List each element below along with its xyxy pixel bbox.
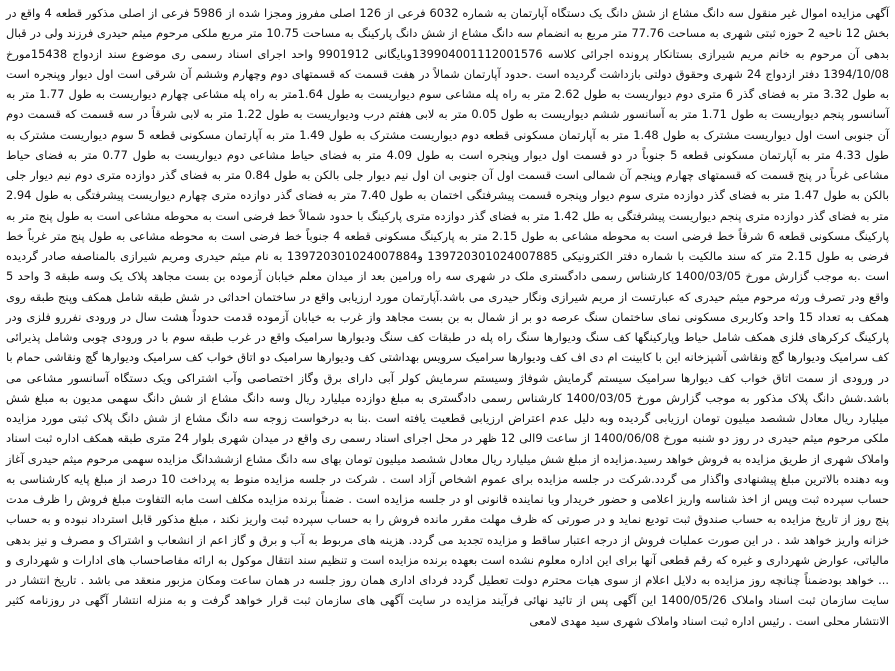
auction-notice-text: آگهی مزایده اموال غیر منقول سه دانگ مشاع از شش دانگ یک دستگاه آپارتمان به شماره 6032 فرعی از 126 اصلی مفروز ومجزا شده از 5986 فرعی از اصلی مذکور قطعه 4 واقع در بخش 12 ناحیه 2 حوزه ثبتی شهری به مساحت 77.76 متر مربع به انضمام سه دانگ مشاع از شش دانگ پارکینگ به مساحت 10.75 متر مربع ملکی مرحوم میثم حیدری فرزند ولی در قبال بدهی آن مرحوم به خانم مریم شیرازی بستانکار پرونده اجرائی کلاسه 139904001112001576وبایگانی 9901912 واحد اجرای اسناد رسمی ری موضوع سند ازدواج 15438مورخ 1394/10/08 دفتر ازدواج 24 شهری وحقوق دولتی بازداشت گردیده است .حدود آپارتمان شمالاً در هفت قسمت که قسمتهای دوم وچهارم وششم آن شرقی است اول دیوار وپنجره است به طول 3.32 متر به فضای گذر 6 متری دوم دیواریست به طول 2.62 متر به راه پله مشاعی سوم دیواریست به طول 1.64متر به راه پله مشاعی چهارم دیواریست به طول 1.77 متر به آسانسور پنجم دیواریست به طول 1.71 متر به آسانسور ششم دیواریست به طول 0.05 متر به لابی هفتم درب ودیواریست به طول 1.22 متر به لابی شرقاً در سه قسمت که قسمت دوم آن جنوبی است اول دیواریست مشترک به طول 1.48 متر به آپارتمان مسکونی قطعه دوم دیواریست مشترک به طول 1.49 متر به آپارتمان مسکونی قطعه 5 سوم دیواریست مشترک به طول 4.33 متر به آپارتمان مسکونی قطعه 5 جنوباً در دو قسمت اول دیوار وپنجره است به طول 4.09 متر به فضای حیاط مشاعی دوم دیواریست به طول 0.77 متر به فضای حیاط مشاعی غرباً در پنج قسمت که قسمتهای چهارم وپنجم آن شمالی است قسمت اول آن جنوبی ان اول نیم دیوار جلی بالکن به طول 0.84 متر به فضای گذر دوازده متری دوم نیم دیوار جلی بالکن به طول 1.47 متر به فضای گذر دوازده متری سوم دیوار وپنجره قسمت پیشرفتگی اختمان به طول 7.40 متر به فضای گذر دوازده متری چهارم دیواریست پیشرفتگی به طول 2.94 متر به فضای گذر دوازده متری پنجم دیواریست پیشرفتگی به طل 1.42 متر به فضای گذر دوازده متری پارکینگ با حدود شمالاً خط فرضی است به محوطه مشاعی است به طول پنج متر به پارکینگ مسکونی قطعه 6 شرقاً خط فرضی است به محوطه مشاعی به طول 2.15 متر به پارکینگ مسکونی قطعه 4 جنوباً خط فرضی است به محوطه مشاعی به طول پنج متر غرباً خط فرضی به طول 2.15 متر که سند مالکیت با شماره دفتر الکترونیکی 139720301024007885 و139720301024007884 به نام میثم حیدری ومریم شیرازی بالمناصفه صادر گردیده است .به موجب گزارش مورخ 1400/03/05 کارشناس رسمی دادگستری ملک در شهری سه راه ورامین بعد از میدان معلم خیابان آزموده بن بست مجاهد پلاک یک وسه طبقه 3 واحد 5 واقع ودر تصرف ورثه مرحوم میثم حیدری که عبارتست از مریم شیرازی ونگار حیدری می باشد.آپارتمان مورد ارزیابی واقع در ساختمان احداثی در شش طبقه شامل همکف وپنج طبقه روی همکف به تعداد 15 واحد وکاربری مسکونی نمای ساختمان سنگ عرصه دو بر از شمال به بن بست مجاهد واز غرب به خیابان آزموده قدمت حدوداً هشت سال در ورودی نفررو فلزی ودر پارکینگ کرکرهای فلزی همکف شامل حیاط وپارکینگها کف سنگ ودیوارها سنگ راه پله در طبقات کف سنگ ودیوارها سرامیک واقع در غرب طبقه سوم با در ورودی چوبی وشامل پذیرائی کف سرامیک ودیوارها گچ ونقاشی آشپزخانه این با کابینت ام دی اف کف ودیوارها سرامیک سرویس بهداشتی کف ودیوارها سرامیک دو اتاق خواب کف سرامیک ودیوارها گچ ونقاشی حمام با در ورودی از سمت اتاق خواب کف دیوارها سرامیک سیستم گرمایش شوفاژ وسیستم سرمایش کولر آبی دارای برق وگاز اختصاصی وآب اشتراکی ویک دستگاه آسانسور مشاعی می باشد.شش دانگ پلاک مذکور به موجب گزارش مورخ 1400/03/05 کارشناس رسمی دادگستری به مبلغ دوازده میلیارد ریال وسه دانگ مشاع از شش دانگ سهمی مدیون به مبلغ شش میلیارد ریال معادل ششصد میلیون تومان ارزیابی گردیده وبه دلیل عدم اعتراض ارزیابی قطعیت یافته است .بنا به درخواست زوجه سه دانگ مشاع از شش دانگ پلاک ثبتی مورد مزایده ملکی مرحوم میثم حیدری در روز دو شنبه مورخ 1400/06/08 از ساعت 9الی 12 ظهر در محل اجرای اسناد رسمی ری واقع در میدان شهری بلوار 24 متری طبقه همکف اداره ثبت اسناد واملاک شهری از طریق مزایده به فروش خواهد رسید.مزایده از مبلغ شش میلیارد ریال معادل ششصد میلیون تومان بهای سه دانگ مشاع ازششدانگ مزایده سهمی مرحوم میثم حیدری آغاز وبه دهنده بالاترین مبلغ پیشنهادی واگذار می گردد.شرکت در جلسه مزایده برای عموم اشخاص آزاد است . شرکت در جلسه مزایده منوط به پرداخت 10 درصد از مبلغ پایه کارشناسی به حساب سپرده ثبت وپس از اخذ شناسه واریز اعلامی و حضور خریدار ویا نماینده قانونی او در جلسه مزایده است . ضمناً برنده مزایده مکلف است مابه التفاوت مبلغ فروش را ظرف مدت پنج روز از تاریخ مزایده به حساب صندوق ثبت تودیع نماید و در صورتی که ظرف مهلت مقرر مانده فروش را به حساب سپرده ثبت واریز نکند ، مبلغ مذکور قابل استرداد نبوده و به حساب خزانه واریز خواهد شد . در این صورت عملیات فروش از درجه اعتبار ساقط و مزایده تجدید می گردد. هزینه های مربوط به آب و برق و گاز اعم از انشعاب و اشتراک و مصرف و نیز بدهی مالیاتی، عوارض شهرداری و غیره که رقم قطعی آنها برای این اداره معلوم نشده است بعهده برنده مزایده است و تنظیم سند انتقال موکول به ارائه مفاصاحساب های ادارات و شهرداری و ... خواهد بودضمناً چنانچه روز مزایده به دلایل اعلام از سوی هیات محترم دولت تعطیل گردد فردای اداری همان روز جلسه در همان ساعت ومکان مزبور منعقد می باشد . تاریخ انتشار در سایت سازمان ثبت اسناد واملاک 1400/05/26 این آگهی پس از تائید نهائی فرآیند مزایده در سایت آگهی های سازمان ثبت قرار خواهد گرفت و به منزله انتشار آگهی در روزنامه کثیر الانتشار محلی است . رئیس اداره ثبت اسناد واملاک شهری سید مهدی لامعی [6,6,890,628]
